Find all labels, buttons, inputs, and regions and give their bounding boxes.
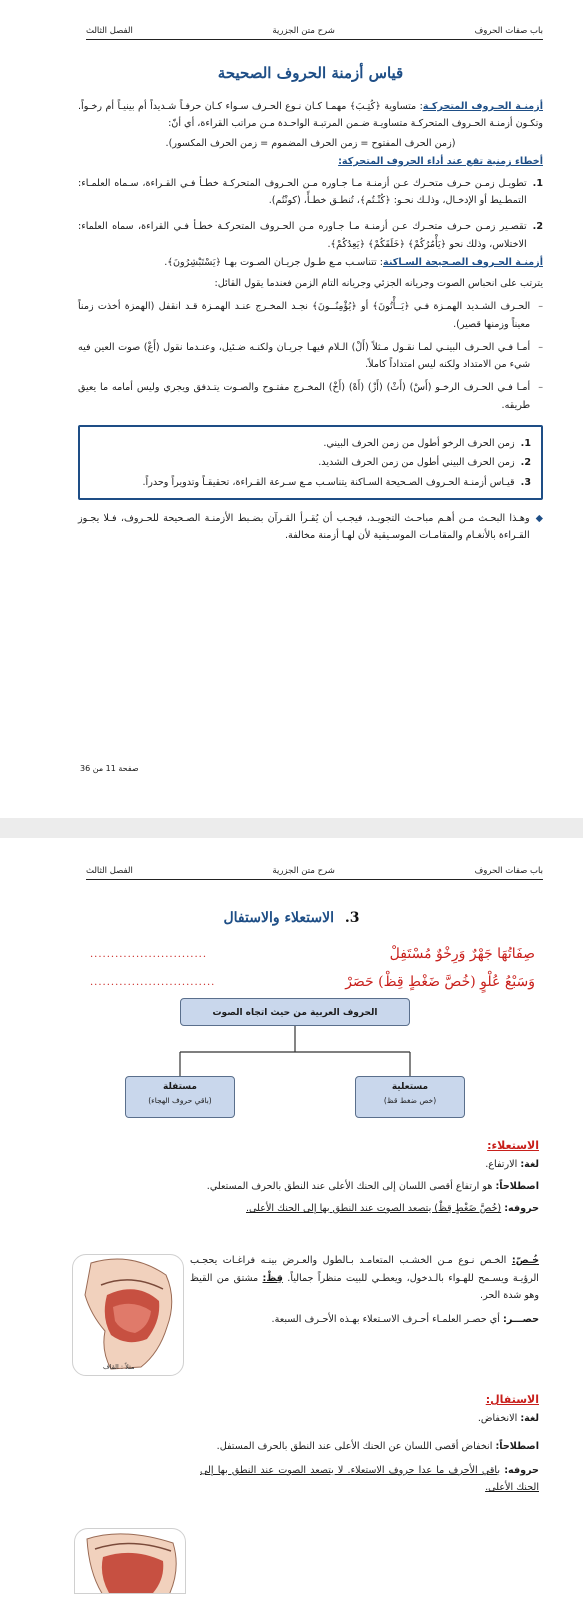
definition-lugha [80, 1156, 539, 1174]
dash-bullet: – [538, 382, 543, 394]
label: حروفه: [504, 1202, 539, 1214]
list-text: الحـرف الشـديد الهمـزة فـي ﴿يَــأْتُونَ﴾ أو ﴿يُؤْمِنُــونَ﴾ نجـد المخـرج عنـد الهمـزة قـد انقفل (الهمزة أخذت زمناً معيناً وزمنها قصير). [78, 301, 531, 330]
list-number: 2. [520, 457, 531, 469]
definition-istilah [200, 1438, 539, 1456]
node-title: مستعلية [391, 1082, 429, 1092]
list-text: أمـا فـي الحـرف الرخـو (أَسْ) (أَثْ) (أَزْ) (أَهْ) (أَخْ) المخـرج مفتـوح والصـوت يتـدفق ويجري وليس أمامه ما يعيق طريقه. [78, 382, 531, 411]
node-subtitle: (خص ضغط قظ) [383, 1095, 437, 1105]
paragraph-text: : تتناسـب مـع طـول جريـان الصـوت بهـا ﴿يَسْتَبْشِرُونَ﴾. [164, 256, 384, 268]
value: الانخفاض. [477, 1413, 518, 1425]
verse-dots: .............................. [90, 976, 216, 988]
list-item [90, 454, 531, 472]
label: لغة: [520, 1159, 539, 1171]
section-heading: الاستفال: [485, 1393, 539, 1406]
label: حصـــر: [502, 1314, 539, 1326]
errors-heading: أخطاء زمنية تقع عند أداء الحروف المتحركة: [338, 155, 543, 167]
list-number: 2. [532, 221, 543, 233]
list-number: 1. [532, 177, 543, 189]
label: قِظْ: [262, 1272, 283, 1284]
list-item [78, 339, 543, 374]
value: مشتق من القيظ وهو شدة الحر. [190, 1272, 539, 1302]
isti3la-section [80, 1136, 539, 1218]
header-right: باب صفات الحروف [474, 26, 543, 36]
mouth-diagram-kaf [74, 1528, 186, 1594]
verse-line-1 [90, 946, 535, 962]
page-title: قياس أزمنة الحروف الصحيحة [217, 64, 404, 82]
list-text: قيـاس أزمنـة الحـروف الصـحيحة السـاكنة يتناسـب مـع سـرعة القـراءة، تحقيقـاً وتدويراً وحدراً. [142, 476, 515, 488]
list-number: 3. [520, 476, 531, 488]
list-item [90, 435, 531, 453]
definition-istilah [80, 1178, 539, 1196]
header-right: باب صفات الحروف [474, 866, 543, 876]
verse-line-2 [90, 974, 535, 990]
summary-box [78, 425, 543, 500]
mouth-diagram-qaf [72, 1254, 184, 1376]
classification-diagram [100, 994, 490, 1124]
list-text: زمن الحرف البيني أطول من زمن الحرف الشديد. [318, 457, 515, 469]
value: انخفاض أقصى اللسان عن الحنك الأعلى عند النطق بالحرف المستفل. [216, 1441, 493, 1452]
formula: (زمن الحرف المفتوح = زمن الحرف المضموم = زمن الحرف المكسور). [165, 138, 456, 150]
list-item [78, 218, 543, 253]
diagram-node-mustafila [125, 1076, 235, 1118]
definition-letters [80, 1200, 539, 1218]
node-title: مستفلة [162, 1082, 197, 1092]
page-body [78, 52, 543, 545]
list-text: زمن الحرف الرخو أطول من زمن الحرف البيني. [323, 437, 515, 449]
istifal-section [80, 1390, 539, 1428]
list-item [90, 474, 531, 492]
mouth-illustration [74, 1529, 185, 1594]
label: لغة: [520, 1413, 539, 1425]
section-title [0, 910, 583, 926]
verse-dots: ............................ [90, 948, 208, 960]
node-subtitle: (باقي حروف الهجاء) [148, 1095, 212, 1105]
header-center: شرح متن الجزرية [272, 26, 335, 36]
page-number: صفحة 11 من 36 [80, 764, 139, 773]
document-page-2 [0, 838, 583, 1600]
header-center: شرح متن الجزرية [272, 866, 335, 876]
paragraph-text: : متساوية ﴿كُتِـبَ﴾ مهمـا كـان نـوع الحـرف سـواء كـان حرفـاً شـديداً أم بينيـاً أم رخـواً. وتكـون أزمنـة الحـروف المتحركـة متساويـة ضـمن المرتبـة الواحـدة مـن مراتب القراءة، أي أنّ: [78, 100, 543, 130]
value: الخـص نـوع مـن الخشـب المتعامـد بـالطول والعـرض بينـه فراغـات يحجـب الرؤيـة ويسـمح للهـواء بالـدخول، ويعطـي للبيت منظراً جمالياً. [190, 1255, 539, 1284]
header-left: الفصل الثالث [86, 866, 133, 876]
label: خُـصّ: [511, 1255, 539, 1266]
section-heading: الاستعلاء: [487, 1139, 539, 1152]
value: أي حصـر العلمـاء أحـرف الاسـتعلاء بهـذه الأحـرف السبعة. [271, 1314, 500, 1326]
paragraph-still-letters [78, 254, 543, 272]
page-header [86, 20, 543, 40]
mouth-illustration [72, 1255, 183, 1376]
section-number: 3. [344, 910, 360, 926]
term-label: أزمنـة الحـروف الصـحيحة السـاكنة [383, 256, 543, 268]
dash-bullet: – [538, 301, 543, 313]
label: اصطلاحاً: [495, 1441, 539, 1452]
paragraph-intro: يترتب على انحباس الصوت وجريانه الجزئي وجريانه التام الزمن فعندما يقول القائل: [214, 278, 543, 290]
dash-bullet: – [538, 341, 543, 353]
section-title-text: الاستعلاء والاستفال [223, 910, 334, 926]
list-item [78, 379, 543, 414]
list-number: 1. [520, 437, 531, 449]
value: هو ارتفاع أقصى اللسان إلى الحنك الأعلى عند النطق بالحرف المستعلي. [206, 1181, 493, 1193]
definition-lugha [80, 1410, 539, 1428]
closing-text: وهـذا البحـث مـن أهـم مباحـث التجويـد، فيجـب أن يُقـرأ القـرآن بضـبط الأزمنـة الصـحيحة للحـروف، فـلا يجـوز القـراءة بالأنغـام والمقامـات الموسـيقية لأن لهـا أزمنة مخالفة. [78, 512, 530, 542]
value: الارتفاع. [485, 1159, 518, 1171]
verse-text: صِفَاتُهَا جَهْرٌ وَرِخْوٌ مُسْتَفِلْ [389, 946, 535, 962]
note-hasr [190, 1311, 539, 1329]
header-left: الفصل الثالث [86, 26, 133, 36]
label: اصطلاحاً: [495, 1181, 539, 1193]
page-header [86, 860, 543, 880]
list-text: تقصـير زمـن حـرف متحـرك عـن أزمنـة مـا جـاوره مـن الحـروف المتحركـة خطـأ فـي القراءة، سماه العلماء: الاختلاس، وذلك نحو ﴿يَأْمُرُكُمْ﴾ ﴿خَلَقَكُمْ﴾ ﴿يَعِدُكُمْ﴾. [78, 221, 527, 250]
value: باقي الأحرف ما عدا حروف الاستعلاء. لا يتصعد الصوت عند النطق بها إلى الحنك الأعلى. [200, 1464, 539, 1494]
definition-letters [200, 1462, 539, 1497]
pointer-icon: ◆ [535, 512, 543, 524]
list-item [78, 175, 543, 210]
closing-paragraph [78, 510, 543, 545]
verse-text: وَسَبْعُ عُلْوٍ (خُصَّ ضَغْطٍ قِظْ) حَصَرْ [345, 974, 535, 990]
image-caption: مثلاً : القاف [103, 1363, 135, 1371]
label: حروفه: [504, 1464, 539, 1476]
value: (خُصَّ ضَغْطٍ قِظْ) يتصعد الصوت عند النطق بها إلى الحنك الأعلى. [246, 1202, 502, 1214]
note-khus [190, 1252, 539, 1305]
istifal-definitions [200, 1438, 539, 1497]
diagram-root-node: الحروف العربية من حيث اتجاه الصوت [180, 998, 410, 1026]
list-text: تطويـل زمـن حـرف متحـرك عـن أزمنـة مـا جـاوره مـن الحـروف المتحركـة خطـأ فـي القـراءة، سـماه العلمـاء: التمطـيط أو الإدخـال، وذلـك نحـو: ﴿كُنْـتُم﴾، تُنطـق خطـأً، (كونْتُم). [78, 177, 527, 207]
diagram-node-mustaliya [355, 1076, 465, 1118]
term-label: أزمنـة الحـروف المتحركـة [422, 100, 543, 112]
isti3la-notes [190, 1252, 539, 1329]
list-text: أمـا فـي الحـرف البينـي لمـا نقـول مـثلاً (أَلْ) الـلام فيهـا جريـان ولكنـه ضـئيل، وعنـدما نقول (أَعْ) صوت العين فيه شيء من الامتداد ولكنه ليس امتداداً كاملاً. [78, 341, 531, 371]
list-item [78, 298, 543, 333]
paragraph-moving-letters [78, 98, 543, 133]
